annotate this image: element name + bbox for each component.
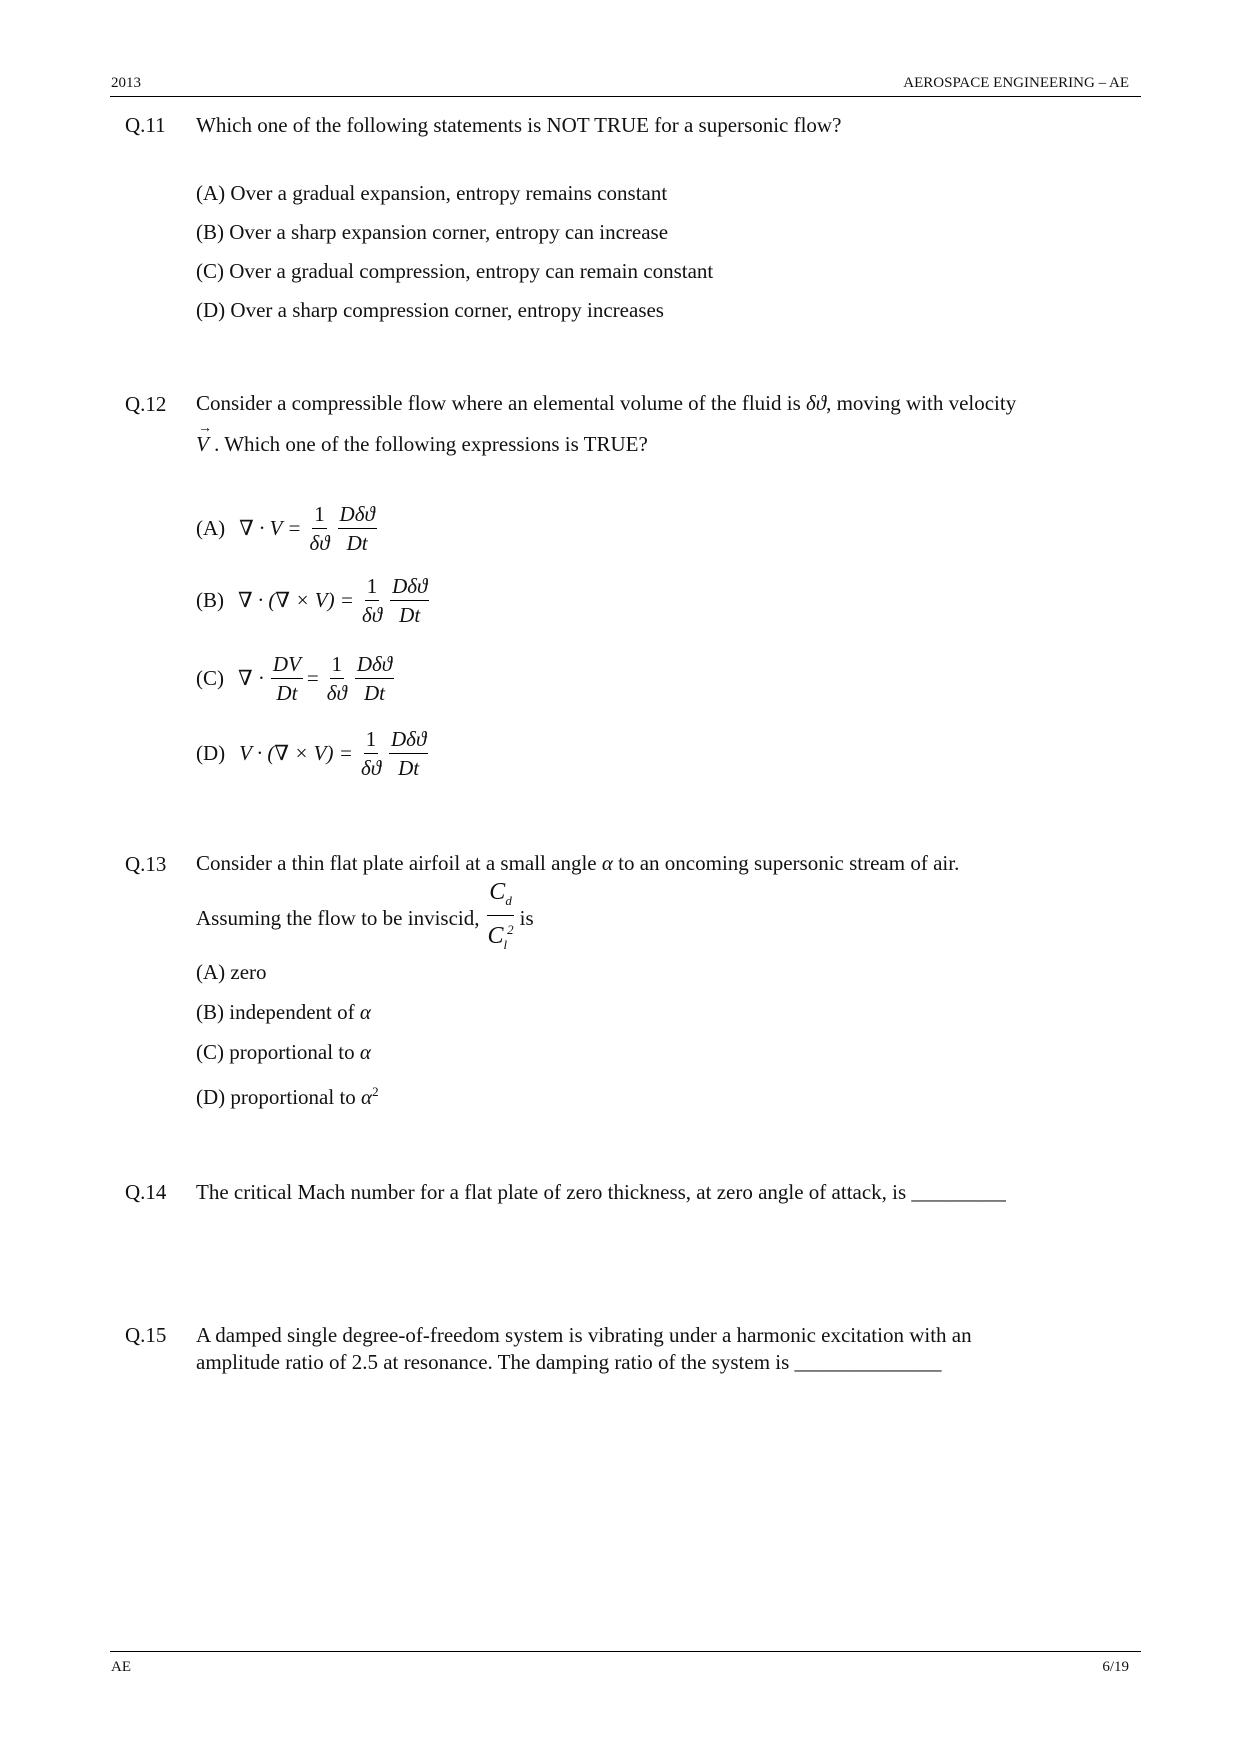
q12-text-line1-b: , moving with velocity — [826, 391, 1017, 415]
q15-text-line2: amplitude ratio of 2.5 at resonance. The damping ratio of the system is ______________ — [196, 1350, 942, 1374]
q13-text-line1-b: to an oncoming supersonic stream of air. — [612, 851, 960, 875]
q12-number: Q.12 — [125, 392, 167, 416]
q13-text-line2 — [196, 878, 538, 959]
q12-option-b-frac2: $\frac{\text{Dδϑ}}{Dt}$ — [392, 574, 428, 627]
q15-number: Q.15 — [125, 1323, 167, 1347]
q12-option-a-lhs: ∇ · V = — [239, 516, 302, 540]
q12-option-a-frac2: $\frac{\text{Dδϑ}}{Dt}$ — [339, 502, 375, 555]
q12-option-a — [196, 500, 381, 557]
q12-option-b-lhs: ∇ · (∇ × V) = — [238, 588, 354, 612]
q12-option-c-frac1: $\frac{1}{\delta ϑ}$ — [326, 652, 347, 705]
q11-option-a: (A) Over a gradual expansion, entropy remains constant — [196, 181, 668, 205]
header-year: 2013 — [111, 75, 141, 91]
q13-alpha: α — [601, 851, 613, 875]
q13-text-line1-a: Consider a thin flat plate airfoil at a small angle — [196, 851, 602, 875]
q12-option-a-label: (A) — [196, 516, 226, 540]
q13-cd-cl2-fraction: $\frac{C_d}{C_l^2}$ — [487, 879, 514, 952]
header-rule — [110, 96, 1141, 97]
footer-rule — [110, 1651, 1141, 1652]
footer-page: 6/19 — [1102, 1659, 1129, 1675]
q12-option-d — [196, 725, 432, 782]
q12-text-line1-a: Consider a compressible flow where an elemental volume of the fluid is — [196, 391, 806, 415]
q13-option-d: (D) proportional to $\alpha^2$ — [196, 1084, 379, 1109]
q12-option-c-frac2: $\frac{\text{Dδϑ}}{Dt}$ — [356, 652, 393, 705]
q11-number: Q.11 — [125, 113, 166, 137]
q14-number: Q.14 — [125, 1180, 167, 1204]
q13-text-line1 — [196, 849, 959, 877]
q12-option-c-label: (C) — [196, 666, 224, 690]
q13-number: Q.13 — [125, 852, 167, 876]
q12-option-b — [196, 572, 433, 629]
q13-option-a: (A) zero — [196, 960, 267, 984]
q12-option-c: (C) ∇ · $\frac{DV}{Dt}$ = $\frac{1}{\delta ϑ}$ $\frac{\text{Dδϑ}}{Dt}$ — [196, 652, 393, 705]
q12-option-a-frac1: $\frac{1}{\delta ϑ}$ — [309, 502, 330, 555]
header-subject: AEROSPACE ENGINEERING – AE — [903, 75, 1129, 91]
q15-text-line1: A damped single degree-of-freedom system is vibrating under a harmonic excitation with an — [196, 1323, 972, 1347]
q12-velocity-symbol: → V — [196, 430, 209, 458]
q13-text-line2-b: is — [519, 905, 534, 930]
q13-text-line2-a: Assuming the flow to be inviscid, — [196, 905, 480, 930]
q13-option-b: (B) independent of α — [196, 1000, 371, 1024]
q11-text: Which one of the following statements is NOT TRUE for a supersonic flow? — [196, 113, 842, 137]
q12-option-c-lhs: ∇ · — [238, 666, 265, 690]
q12-text-line1 — [196, 389, 1016, 417]
q12-option-d-frac2: $\frac{\text{Dδϑ}}{Dt}$ — [391, 727, 427, 780]
q11-option-d: (D) Over a sharp compression corner, entropy increases — [196, 298, 664, 322]
q12-option-d-label: (D) — [196, 741, 226, 765]
q12-text-line2-b: . Which one of the following expressions is TRUE? — [208, 432, 648, 456]
q12-option-b-label: (B) — [196, 588, 224, 612]
q12-volume-symbol: δϑ — [806, 391, 827, 415]
q12-text-line2 — [196, 430, 648, 458]
q12-option-d-frac1: $\frac{1}{\delta ϑ}$ — [360, 727, 382, 780]
q11-option-c: (C) Over a gradual compression, entropy can remain constant — [196, 259, 714, 283]
q12-option-b-frac1: $\frac{1}{\delta ϑ}$ — [361, 574, 383, 627]
footer-code: AE — [111, 1659, 131, 1675]
q13-option-c: (C) proportional to α — [196, 1040, 371, 1064]
q14-text: The critical Mach number for a flat plate of zero thickness, at zero angle of attack, is _________ — [196, 1180, 1006, 1204]
q12-option-c-frac0: $\frac{DV}{Dt}$ — [272, 652, 301, 705]
q11-option-b: (B) Over a sharp expansion corner, entropy can increase — [196, 220, 669, 244]
q12-option-d-lhs: V · (∇ × V) = — [239, 741, 353, 765]
